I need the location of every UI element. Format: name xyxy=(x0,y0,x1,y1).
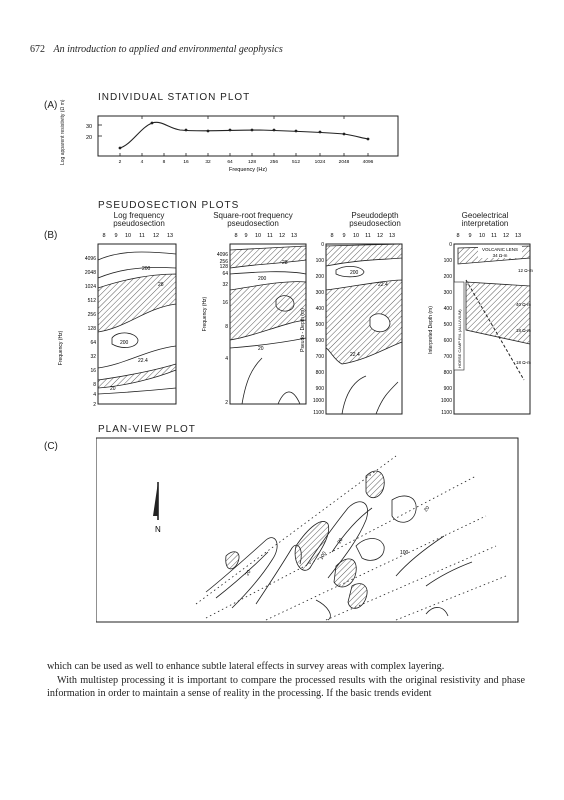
station-tick: 8 xyxy=(456,233,460,239)
pseudodepth-pseudosection xyxy=(300,242,402,416)
contour-label: 200 xyxy=(120,340,129,346)
station-tick: 11 xyxy=(267,233,273,239)
north-arrow xyxy=(153,482,161,534)
depth-tick: 800 xyxy=(443,370,452,376)
station-tick: 9 xyxy=(244,233,248,239)
station-tick: 13 xyxy=(388,233,396,239)
station-tick: 10 xyxy=(254,233,262,239)
page-number: 672 xyxy=(30,44,45,55)
subplot-1-line2: pseudosection xyxy=(113,219,165,228)
subplot-2-line2: pseudosection xyxy=(227,219,279,228)
resistivity-curve xyxy=(120,122,368,148)
freq-tick: 4 xyxy=(93,392,96,398)
resistivity-label: 18 Ω-m xyxy=(516,328,531,333)
resistivity-label: 18 Ω-m xyxy=(516,360,531,365)
contour-label: 28 xyxy=(282,260,288,266)
depth-tick: 300 xyxy=(315,290,324,296)
x-tick: 128 xyxy=(247,160,257,165)
paragraph-2: With multistep processing it is important to compare the processed results with the original resistivity and phase information in order to maintain a sense of reality in the processing. If the basic trends evident xyxy=(47,674,525,700)
depth-tick: 400 xyxy=(315,306,324,312)
x-tick: 8 xyxy=(162,160,166,165)
depth-tick: 100 xyxy=(443,258,452,264)
station-tick: 10 xyxy=(124,233,132,239)
subplot-3-title xyxy=(330,212,420,228)
freq-tick: 2048 xyxy=(84,270,96,276)
contour-label: 100 xyxy=(400,550,409,556)
freq-tick: 64 xyxy=(90,340,96,346)
depth-tick: 900 xyxy=(315,386,324,392)
x-tick: 16 xyxy=(183,160,189,165)
freq-tick: 16 xyxy=(90,368,96,374)
station-plot xyxy=(80,110,420,174)
panel-b-title: PSEUDOSECTION PLOTS xyxy=(98,200,240,211)
lens-label: VOLCANIC LENS xyxy=(481,247,519,252)
sqrt-tick: 4 xyxy=(225,356,228,362)
contour-label: 100 xyxy=(318,550,328,561)
subplot-1-line1: Log frequency xyxy=(113,211,165,220)
sqrt-tick: 64 xyxy=(222,271,228,277)
contour-label: 22.4 xyxy=(138,358,148,364)
station-tick: 11 xyxy=(491,233,497,239)
station-tick: 10 xyxy=(352,233,360,239)
freq-tick: 4096 xyxy=(84,256,96,262)
x-tick: 512 xyxy=(291,160,301,165)
depth-tick: 500 xyxy=(443,322,452,328)
depth-tick: 1000 xyxy=(440,398,452,404)
subplot-2-line1: Square-root frequency xyxy=(213,211,293,220)
subplot-1-title xyxy=(94,212,184,228)
depth-tick: 800 xyxy=(315,370,324,376)
station-tick: 13 xyxy=(290,233,298,239)
contour-label: 28 xyxy=(158,282,164,288)
subplot-4-title xyxy=(448,212,522,228)
freq-tick: 1024 xyxy=(84,284,96,290)
sqrt-tick: 128 xyxy=(219,264,228,270)
depth-tick: 700 xyxy=(443,354,452,360)
station-tick: 12 xyxy=(152,233,160,239)
contour-label: 20 xyxy=(258,346,264,352)
sqrt-tick: 8 xyxy=(225,324,228,330)
depth-tick: 900 xyxy=(443,386,452,392)
log-frequency-pseudosection xyxy=(58,244,176,408)
depth-tick: 500 xyxy=(315,322,324,328)
subplot-2-ylabel: Frequency (Hz) xyxy=(202,296,208,332)
depth-tick: 0 xyxy=(449,242,452,248)
x-tick: 32 xyxy=(205,160,211,165)
panel-a-title: INDIVIDUAL STATION PLOT xyxy=(98,92,251,103)
freq-tick: 2 xyxy=(93,402,96,408)
resistivity-label: 40 Ω-m xyxy=(516,302,531,307)
subplot-2-title xyxy=(198,212,308,228)
subplot-3-line2: pseudosection xyxy=(349,219,401,228)
panel-b-label: (B) xyxy=(44,230,58,241)
contour-label: 22.4 xyxy=(350,352,360,358)
conductive-layer xyxy=(466,282,530,344)
freq-tick: 32 xyxy=(90,354,96,360)
depth-tick: 0 xyxy=(321,242,324,248)
x-tick: 4 xyxy=(140,160,144,165)
depth-tick: 200 xyxy=(315,274,324,280)
x-tick: 2 xyxy=(118,160,122,165)
contour-label: 200 xyxy=(350,270,359,276)
depth-tick: 200 xyxy=(443,274,452,280)
freq-tick: 128 xyxy=(87,326,96,332)
station-tick: 8 xyxy=(330,233,334,239)
depth-tick: 600 xyxy=(315,338,324,344)
sqrt-tick: 16 xyxy=(222,300,228,306)
subplot-4-line2: interpretation xyxy=(461,219,509,228)
sqrt-tick: 2 xyxy=(225,400,228,406)
station-tick: 13 xyxy=(514,233,522,239)
page-header xyxy=(30,44,283,55)
plan-view-plot xyxy=(96,436,522,628)
x-tick: 1024 xyxy=(314,160,326,165)
station-tick: 11 xyxy=(139,233,145,239)
contour-label: 22.4 xyxy=(378,282,388,288)
station-tick: 13 xyxy=(166,233,174,239)
y-tick-30: 30 xyxy=(86,124,93,130)
panel-c-title: PLAN-VIEW PLOT xyxy=(98,424,196,435)
contour-label: 20 xyxy=(336,537,345,545)
x-tick: 4096 xyxy=(362,160,374,165)
subplot-1-ylabel: Frequency (Hz) xyxy=(58,330,64,366)
paragraph-1: which can be used as well to enhance subtle lateral effects in survey areas with complex layering. xyxy=(47,661,445,672)
x-tick: 64 xyxy=(227,160,233,165)
station-tick: 8 xyxy=(102,233,106,239)
station-tick: 9 xyxy=(342,233,346,239)
x-tick: 2048 xyxy=(338,160,350,165)
station-tick: 12 xyxy=(376,233,384,239)
depth-tick: 400 xyxy=(443,306,452,312)
panel-a-label: (A) xyxy=(44,100,58,111)
sqrt-tick: 32 xyxy=(222,282,228,288)
station-tick: 12 xyxy=(278,233,286,239)
freq-tick: 256 xyxy=(87,312,96,318)
sqrt-tick: 256 xyxy=(219,259,228,265)
depth-tick: 1000 xyxy=(312,398,324,404)
station-tick: 9 xyxy=(468,233,472,239)
subplot-3-line1: Pseudodepth xyxy=(351,211,399,220)
subplot-3-ylabel: Pseudo - Depth (m) xyxy=(300,308,306,352)
station-tick: 9 xyxy=(114,233,118,239)
contour-label: 20 xyxy=(422,505,432,514)
body-text xyxy=(47,660,525,701)
contour-label: 20 xyxy=(244,569,253,577)
sqrt-tick: 4096 xyxy=(216,252,228,258)
station-tick: 12 xyxy=(502,233,510,239)
depth-tick: 1100 xyxy=(313,410,324,416)
contour-label: 20 xyxy=(110,386,116,392)
panel-a-ylabel: Log apparent resistivity (Ω m) xyxy=(60,99,66,165)
depth-tick: 1100 xyxy=(441,410,452,416)
station-tick: 10 xyxy=(478,233,486,239)
depth-tick: 100 xyxy=(315,258,324,264)
depth-tick: 300 xyxy=(443,290,452,296)
sqrt-frequency-pseudosection xyxy=(202,244,306,406)
panel-c-label: (C) xyxy=(44,441,58,452)
subplot-4-ylabel: Interpreted Depth (m) xyxy=(428,306,434,354)
geoelectrical-interpretation xyxy=(428,242,533,416)
contour-label: 200 xyxy=(142,266,151,272)
north-label: N xyxy=(155,525,161,534)
freq-tick: 8 xyxy=(93,382,96,388)
formation-label: HORSE CAMP FM. (ALLUVIUM) xyxy=(457,309,462,368)
resistivity-label: 12 Ω-m xyxy=(518,268,533,273)
contour-label: 200 xyxy=(258,276,267,282)
x-axis-label: Frequency (Hz) xyxy=(229,167,267,173)
depth-tick: 600 xyxy=(443,338,452,344)
lens-resistivity: 34 Ω-m xyxy=(492,253,508,258)
depth-tick: 700 xyxy=(315,354,324,360)
freq-tick: 512 xyxy=(87,298,96,304)
x-tick: 256 xyxy=(269,160,279,165)
y-tick-20: 20 xyxy=(86,135,93,141)
station-tick: 8 xyxy=(234,233,238,239)
running-title: An introduction to applied and environmental geophysics xyxy=(53,44,283,55)
station-tick: 11 xyxy=(365,233,371,239)
pseudosection-plots xyxy=(46,230,536,416)
subplot-4-line1: Geoelectrical xyxy=(461,211,509,220)
